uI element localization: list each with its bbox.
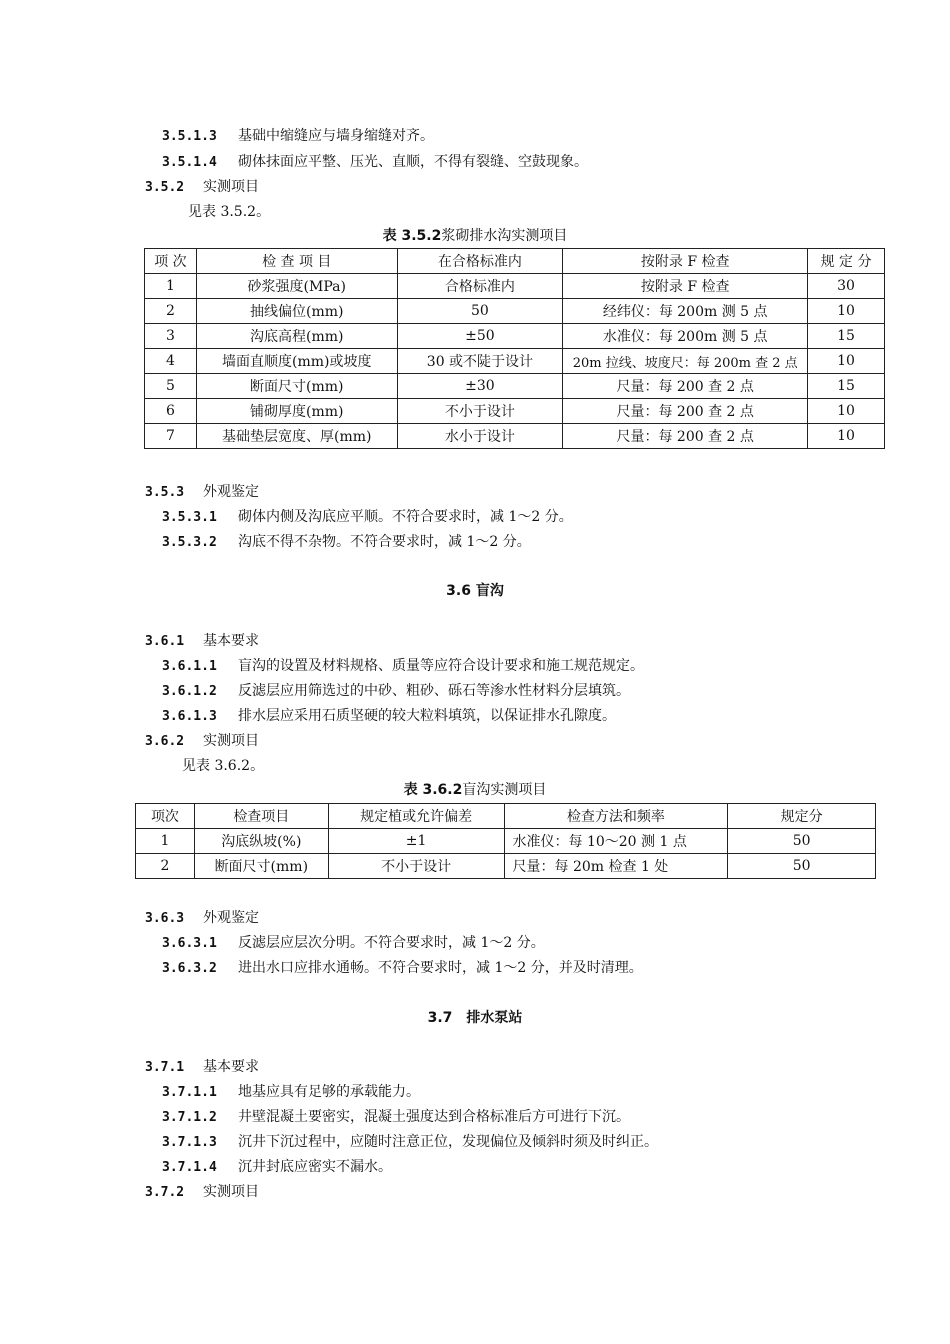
clause-3-7-1: 3.7.1 基本要求	[145, 1059, 259, 1075]
table-cell: 6	[145, 399, 197, 424]
header-cell: 规定分	[728, 804, 876, 829]
table-cell: 20m 拉线、坡度尺：每 200m 查 2 点	[563, 349, 808, 374]
table-row	[145, 424, 885, 449]
clause-3-5-2: 3.5.2 实测项目	[145, 179, 259, 195]
table-cell: 50	[397, 299, 563, 324]
header-cell: 检查方法和频率	[504, 804, 728, 829]
table-row	[145, 399, 885, 424]
table-cell: 10	[808, 349, 885, 374]
table-cell: 3	[145, 324, 197, 349]
table-row	[145, 324, 885, 349]
clause-3-5-3-2: 3.5.3.2 沟底不得不杂物。不符合要求时，减 1～2 分。	[162, 534, 531, 550]
table-cell: 经纬仪：每 200m 测 5 点	[563, 299, 808, 324]
table-header-row	[145, 249, 885, 274]
header-cell: 规 定 分	[808, 249, 885, 274]
header-cell: 检查项目	[194, 804, 328, 829]
clause-3-5-1-4: 3.5.1.4 砌体抹面应平整、压光、直顺，不得有裂缝、空鼓现象。	[162, 154, 588, 170]
table-cell: 断面尺寸(mm)	[196, 374, 397, 399]
clause-3-5-3: 3.5.3 外观鉴定	[145, 484, 259, 500]
table-cell: 尺量：每 20m 检查 1 处	[504, 854, 728, 879]
table-cell: 2	[145, 299, 197, 324]
table-cell: ±1	[328, 829, 504, 854]
table-cell: 30 或不陡于设计	[397, 349, 563, 374]
table-cell: 不小于设计	[328, 854, 504, 879]
clause-3-6-3-1: 3.6.3.1 反滤层应层次分明。不符合要求时，减 1～2 分。	[162, 935, 545, 951]
clause-3-7-2: 3.7.2 实测项目	[145, 1184, 259, 1200]
clause-3-7-1-1: 3.7.1.1 地基应具有足够的承载能力。	[162, 1084, 420, 1100]
table-cell: 5	[145, 374, 197, 399]
clause-3-6-2: 3.6.2 实测项目	[145, 733, 259, 749]
table-cell: 15	[808, 324, 885, 349]
clause-3-7-1-3: 3.7.1.3 沉井下沉过程中，应随时注意正位，发现偏位及倾斜时须及时纠正。	[162, 1134, 658, 1150]
table-cell: 水小于设计	[397, 424, 563, 449]
table-cell: 按附录 F 检查	[563, 274, 808, 299]
table-cell: 断面尺寸(mm)	[194, 854, 328, 879]
table-cell: 1	[136, 829, 195, 854]
table-row	[145, 274, 885, 299]
table-cell: 15	[808, 374, 885, 399]
table-3-5-2	[144, 248, 885, 449]
table-cell: 4	[145, 349, 197, 374]
table-cell: 基础垫层宽度、厚(mm)	[196, 424, 397, 449]
clause-3-6-3-2: 3.6.3.2 进出水口应排水通畅。不符合要求时，减 1～2 分，并及时清理。	[162, 960, 643, 976]
header-cell: 规定植或允许偏差	[328, 804, 504, 829]
table-cell: 7	[145, 424, 197, 449]
table-row	[145, 374, 885, 399]
table-cell: 尺量：每 200 查 2 点	[563, 374, 808, 399]
table-cell: 1	[145, 274, 197, 299]
table-cell: 铺砌厚度(mm)	[196, 399, 397, 424]
table-row	[136, 829, 876, 854]
table-cell: 10	[808, 424, 885, 449]
table-header-row	[136, 804, 876, 829]
table-cell: 抽线偏位(mm)	[196, 299, 397, 324]
header-cell: 在合格标准内	[397, 249, 563, 274]
table-cell: 尺量：每 200 查 2 点	[563, 399, 808, 424]
header-cell: 按附录 F 检查	[563, 249, 808, 274]
table-cell: 沟底高程(mm)	[196, 324, 397, 349]
clause-3-5-1-3: 3.5.1.3 基础中缩缝应与墙身缩缝对齐。	[162, 128, 434, 144]
table-cell: 沟底纵坡(%)	[194, 829, 328, 854]
table-cell: 不小于设计	[397, 399, 563, 424]
table-row	[145, 349, 885, 374]
table-cell: 水准仪：每 200m 测 5 点	[563, 324, 808, 349]
clause-3-6-3: 3.6.3 外观鉴定	[145, 910, 259, 926]
table-3-5-2-caption: 表 3.5.2浆砌排水沟实测项目	[382, 228, 568, 244]
table-cell: 50	[728, 829, 876, 854]
table-cell: 合格标准内	[397, 274, 563, 299]
table-cell: 10	[808, 299, 885, 324]
see-table-3-6-2: 见表 3.6.2。	[182, 758, 265, 774]
clause-3-6-1-2: 3.6.1.2 反滤层应用筛选过的中砂、粗砂、砾石等渗水性材料分层填筑。	[162, 683, 630, 699]
table-cell: 50	[728, 854, 876, 879]
table-3-6-2	[135, 803, 876, 879]
table-cell: 水准仪：每 10～20 测 1 点	[504, 829, 728, 854]
clause-3-6-1-3: 3.6.1.3 排水层应采用石质坚硬的较大粒料填筑，以保证排水孔隙度。	[162, 708, 616, 724]
section-heading-3-7: 3.7 排水泵站	[427, 1010, 523, 1026]
clause-3-6-1-1: 3.6.1.1 盲沟的设置及材料规格、质量等应符合设计要求和施工规范规定。	[162, 658, 644, 674]
table-cell: 30	[808, 274, 885, 299]
clause-3-7-1-2: 3.7.1.2 井壁混凝土要密实，混凝土强度达到合格标准后方可进行下沉。	[162, 1109, 630, 1125]
header-cell: 项 次	[145, 249, 197, 274]
header-cell: 项次	[136, 804, 195, 829]
table-cell: 尺量：每 200 查 2 点	[563, 424, 808, 449]
clause-3-5-3-1: 3.5.3.1 砌体内侧及沟底应平顺。不符合要求时，减 1～2 分。	[162, 509, 573, 525]
table-cell: 10	[808, 399, 885, 424]
table-cell: 墙面直顺度(mm)或坡度	[196, 349, 397, 374]
table-row	[145, 299, 885, 324]
section-heading-3-6: 3.6 盲沟	[446, 583, 504, 599]
table-cell: ±50	[397, 324, 563, 349]
table-cell: 2	[136, 854, 195, 879]
clause-3-6-1: 3.6.1 基本要求	[145, 633, 259, 649]
table-cell: ±30	[397, 374, 563, 399]
clause-3-7-1-4: 3.7.1.4 沉井封底应密实不漏水。	[162, 1159, 392, 1175]
table-3-6-2-caption: 表 3.6.2盲沟实测项目	[403, 782, 547, 798]
see-table-3-5-2: 见表 3.5.2。	[188, 204, 271, 220]
header-cell: 检 查 项 目	[196, 249, 397, 274]
table-cell: 砂浆强度(MPa)	[196, 274, 397, 299]
table-row	[136, 854, 876, 879]
